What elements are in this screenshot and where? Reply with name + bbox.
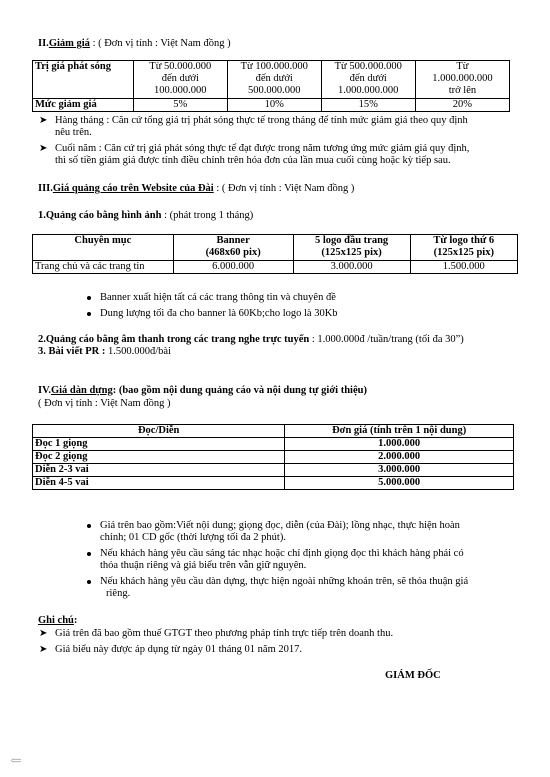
discount-row-label-value: Trị giá phát sóng: [33, 61, 134, 99]
col-header-unit-price: Đơn giá (tính trên 1 nội dung): [285, 425, 514, 438]
table-cell: 3.000.000: [293, 261, 410, 274]
section-4-heading: IV.Giá dàn dựng: (bao gồm nội dung quảng cáo và nội dung tự giới thiệu): [38, 385, 367, 396]
section-3-unit: : ( Đơn vị tính : Việt Nam đồng ): [216, 183, 355, 194]
section-3-heading: [38, 183, 354, 195]
table-cell: 5.000.000: [285, 477, 514, 490]
col-header-category: Chuyên mục: [33, 235, 174, 261]
signature-title: GIÁM ĐỐC: [385, 670, 441, 681]
bullet-dot-icon: [87, 296, 91, 300]
extra-production-line2: riêng.: [106, 588, 131, 599]
table-cell: 1.500.000: [410, 261, 517, 274]
note-yearly-line2: thì số tiền giảm giá được tính điều chỉnh trên hóa đơn của lần mua cuối cùng hoặc kỳ tiếp sau.: [55, 155, 451, 166]
section-4-unit: ( Đơn vị tính : Việt Nam đồng ): [38, 398, 171, 409]
discount-table: [32, 60, 510, 112]
table-cell: Đọc 1 giọng: [33, 438, 285, 451]
table-cell: Trang chủ và các trang tin: [33, 261, 174, 274]
section-2-unit: : ( Đơn vị tính : Việt Nam đồng ): [92, 38, 231, 49]
website-ad-table: [32, 234, 518, 274]
banner-note: Banner xuất hiện tất cả các trang thông tin và chuyên đề: [100, 292, 336, 303]
table-cell: 6.000.000: [173, 261, 293, 274]
discount-rate-2: 10%: [227, 99, 321, 112]
arrow-bullet-icon: ➤: [39, 143, 48, 154]
section-3-title: Giá quảng cáo trên Website của Đài: [52, 183, 214, 194]
section-4-title: Giá dàn dựng: [50, 385, 113, 396]
table-cell: Đọc 2 giọng: [33, 451, 285, 464]
table-cell: 3.000.000: [285, 464, 514, 477]
audio-ads-line: 2.Quảng cáo bằng âm thanh trong các trang nghe trực tuyến : 1.000.000đ /tuần/trang (tối đa 30”): [38, 334, 464, 345]
custom-music-line2: thỏa thuận riêng và giá biểu trên vẫn giữ nguyên.: [100, 560, 307, 571]
custom-music-line1: Nếu khách hàng yêu cầu sáng tác nhạc hoặc chỉ định giọng đọc thì khách hàng phải có: [100, 548, 464, 559]
col-header-read-act: Đọc/Diễn: [33, 425, 285, 438]
image-ads-heading: 1.Quảng cáo bằng hình ảnh : (phát trong 1 tháng): [38, 210, 254, 221]
note-yearly-line1: Cuối năm : Căn cứ trị giá phát sóng thực tế đạt được trong năm tương ứng mức giảm giá quy định,: [55, 143, 470, 154]
discount-col-2: Từ 100.000.000 đến dưới 500.000.000: [227, 61, 321, 99]
col-header-more-logos: Từ logo thứ 6 (125x125 pix): [410, 235, 517, 261]
bullet-dot-icon: [87, 312, 91, 316]
section-4-number: IV.: [38, 385, 51, 396]
discount-col-1: Từ 50.000.000 đến dưới 100.000.000: [133, 61, 227, 99]
arrow-bullet-icon: ➤: [39, 644, 48, 655]
pr-article-line: 3. Bài viết PR : 1.500.000đ/bài: [38, 346, 171, 357]
discount-col-4: Từ 1.000.000.000 trở lên: [415, 61, 509, 99]
bullet-dot-icon: [87, 552, 91, 556]
col-header-top-logos: 5 logo đầu trang (125x125 pix): [293, 235, 410, 261]
note-monthly-line1: Hàng tháng : Căn cứ tổng giá trị phát sóng thực tế trong tháng để tính mức giảm giá theo quy định: [55, 115, 468, 126]
discount-rate-4: 20%: [415, 99, 509, 112]
arrow-bullet-icon: ➤: [39, 628, 48, 639]
size-note: Dung lượng tối đa cho banner là 60Kb;cho logo là 30Kb: [100, 308, 338, 319]
table-cell: Diễn 4-5 vai: [33, 477, 285, 490]
note-vat: Giá trên đã bao gồm thuế GTGT theo phương pháp tính trực tiếp trên doanh thu.: [55, 628, 394, 639]
bullet-dot-icon: [87, 524, 91, 528]
notes-heading: Ghi chú:: [38, 615, 78, 626]
arrow-bullet-icon: ➤: [39, 115, 48, 126]
col-header-banner: Banner (468x60 pix): [173, 235, 293, 261]
note-effective-date: Giá biểu này được áp dụng từ ngày 01 tháng 01 năm 2017.: [55, 644, 303, 655]
discount-col-3: Từ 500.000.000 đến dưới 1.000.000.000: [321, 61, 415, 99]
bullet-dot-icon: [87, 580, 91, 584]
extra-production-line1: Nếu khách hàng yêu cầu dàn dựng, thực hiện ngoài những khoản trên, sẽ thỏa thuận giá: [100, 576, 469, 587]
discount-rate-3: 15%: [321, 99, 415, 112]
section-2-number: II.: [38, 38, 49, 49]
section-2-title: Giảm giá: [48, 38, 90, 49]
includes-line1: Giá trên bao gồm:Viết nội dung; giọng đọc, diễn (của Đài); lồng nhạc, thực hiện hoàn: [100, 520, 460, 531]
section-2-heading: [38, 38, 231, 50]
table-cell: Diễn 2-3 vai: [33, 464, 285, 477]
production-price-table: [32, 424, 514, 490]
includes-line2: chỉnh; 01 CD gốc (thời lượng tối đa 2 phút).: [100, 532, 286, 543]
section-3-number: III.: [38, 183, 53, 194]
table-cell: 1.000.000: [285, 438, 514, 451]
table-cell: 2.000.000: [285, 451, 514, 464]
note-monthly-line2: nêu trên.: [55, 127, 92, 138]
back-arrow-icon: ⇐: [10, 754, 22, 769]
discount-rate-1: 5%: [133, 99, 227, 112]
discount-row-label-rate: Mức giảm giá: [33, 99, 134, 112]
